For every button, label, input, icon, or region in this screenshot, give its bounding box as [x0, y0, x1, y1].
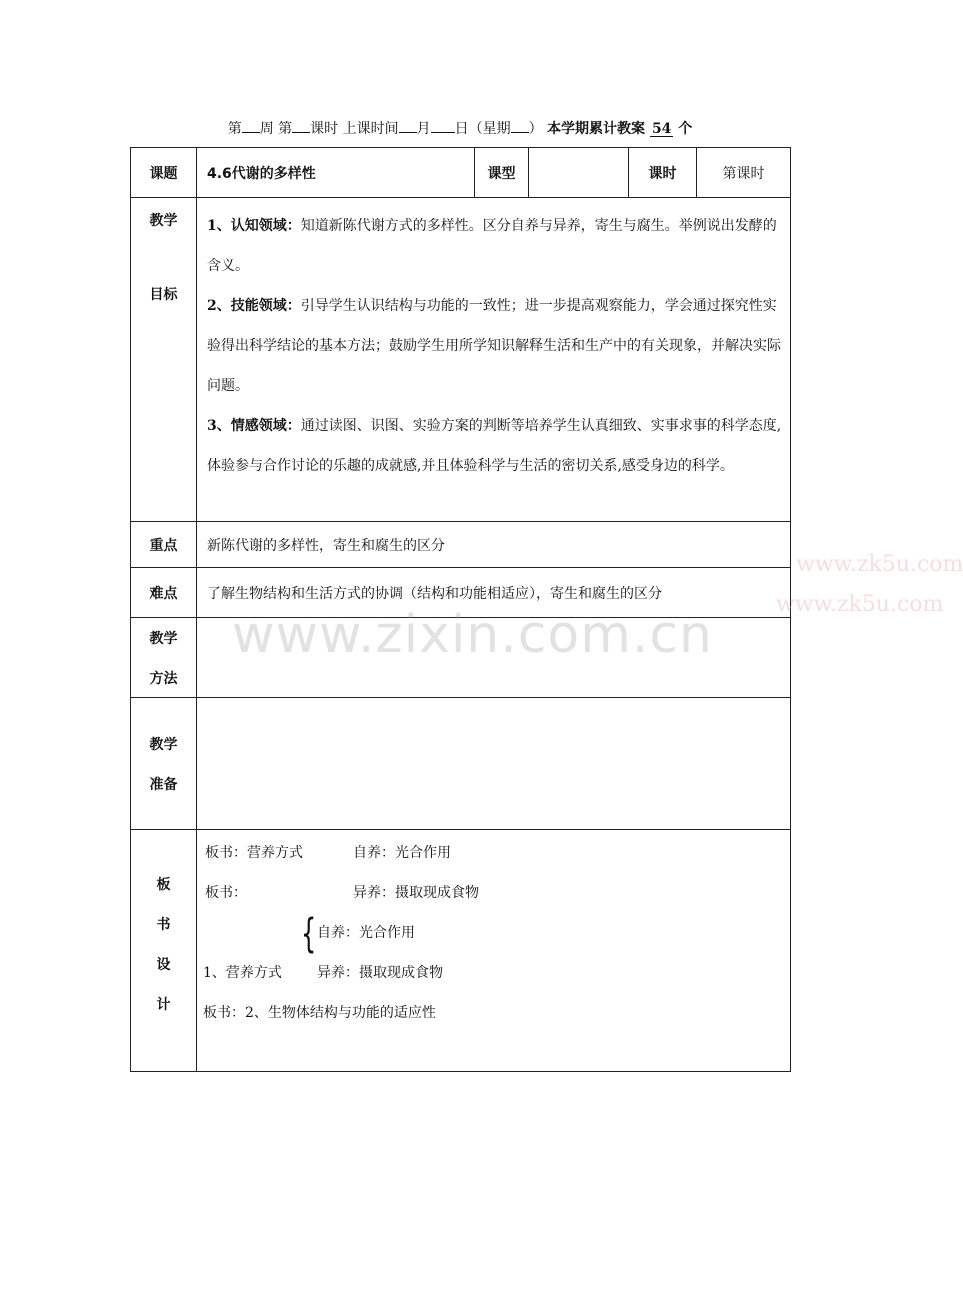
topic-label: 课题 [131, 148, 197, 198]
topic-value: 4.6代谢的多样性 [197, 148, 475, 198]
header-close: ） [528, 121, 543, 137]
goals-label [131, 198, 197, 522]
goals-content [197, 198, 791, 522]
goal2-title: 2、技能领域： [207, 298, 301, 314]
difficult-label: 难点 [131, 568, 197, 618]
watermark-side-1: www.zk5u.com [796, 552, 963, 577]
board-label-4: 计 [156, 997, 171, 1013]
board-line2-a: 板书： [205, 885, 247, 901]
board-line1-b: 自养：光合作用 [353, 845, 451, 861]
cumulative-label: 本学期累计教案 [547, 121, 646, 137]
method-label [131, 618, 197, 698]
goal3-title: 3、情感领域： [207, 418, 301, 434]
board-label-3: 设 [156, 957, 171, 973]
header-time-prefix: 课时 上课时间 [310, 121, 399, 137]
blank-month [399, 118, 417, 133]
row-board [131, 830, 791, 1072]
board-line4-b: 异养：摄取现成食物 [317, 965, 443, 981]
period-value: 第课时 [697, 148, 791, 198]
type-label: 课型 [475, 148, 529, 198]
key-label: 重点 [131, 522, 197, 568]
prep-value [197, 698, 791, 830]
board-label-1: 板 [156, 877, 171, 893]
goal3-text: 通过读图、识图、实验方案的判断等培养学生认真细致、实事求事的科学态度,体验参与合作讨论的乐趣的成就感,并且体验科学与生活的密切关系,感受身边的科学。 [207, 418, 782, 474]
row-topic [131, 148, 791, 198]
board-label [131, 830, 197, 1072]
prep-label [131, 698, 197, 830]
type-value [529, 148, 629, 198]
prep-label-a: 教学 [149, 736, 178, 753]
goal1-text: 知道新陈代谢方式的多样性。区分自养与异养，寄生与腐生。举例说出发酵的含义。 [207, 218, 777, 274]
row-key [131, 522, 791, 568]
goal2-text: 引导学生认识结构与功能的一致性；进一步提高观察能力，学会通过探究性实验得出科学结论的基本方法；鼓励学生用所学知识解释生活和生产中的有关现象，并解决实际问题。 [207, 298, 781, 394]
board-label-2: 书 [156, 917, 171, 933]
row-prep [131, 698, 791, 830]
header-day: 日（星期 [454, 121, 511, 137]
lesson-plan-table [130, 147, 791, 1072]
goals-label-b: 目标 [149, 287, 178, 303]
board-line4-a: 1、营养方式 [203, 965, 282, 981]
watermark-side-2: www.zk5u.com [776, 592, 944, 617]
goal-skill [207, 286, 782, 406]
board-content [197, 830, 791, 1072]
row-difficult [131, 568, 791, 618]
cumulative-count: 54 [651, 121, 672, 137]
header-period-prefix: 周 第 [259, 121, 293, 137]
method-label-a: 教学 [149, 630, 178, 647]
watermark-main: www.zixin.com.cn [232, 605, 713, 665]
cumulative-unit: 个 [678, 121, 693, 137]
goal-cognitive [207, 206, 782, 286]
goal1-title: 1、认知领域： [207, 218, 301, 234]
goals-label-a: 教学 [149, 213, 178, 229]
blank-period [292, 118, 310, 133]
difficult-value: 了解生物结构和生活方式的协调（结构和功能相适应），寄生和腐生的区分 [197, 568, 791, 618]
brace-icon: { [301, 911, 317, 957]
lesson-header [0, 118, 920, 138]
row-goals [131, 198, 791, 522]
key-value: 新陈代谢的多样性，寄生和腐生的区分 [197, 522, 791, 568]
period-label: 课时 [629, 148, 697, 198]
board-line5: 板书：2、生物体结构与功能的适应性 [203, 1005, 436, 1021]
method-value [197, 618, 791, 698]
goal-affective [207, 406, 782, 486]
blank-weekday [511, 118, 529, 133]
row-method [131, 618, 791, 698]
blank-week [242, 118, 260, 133]
board-line1-a: 板书：营养方式 [205, 845, 303, 861]
prep-label-b: 准备 [149, 776, 178, 793]
blank-day [431, 118, 455, 133]
header-week-prefix: 第 [227, 121, 242, 137]
board-line3: 自养：光合作用 [317, 925, 415, 941]
header-month: 月 [416, 121, 431, 137]
method-label-b: 方法 [149, 670, 178, 687]
board-line2-b: 异养：摄取现成食物 [353, 885, 479, 901]
